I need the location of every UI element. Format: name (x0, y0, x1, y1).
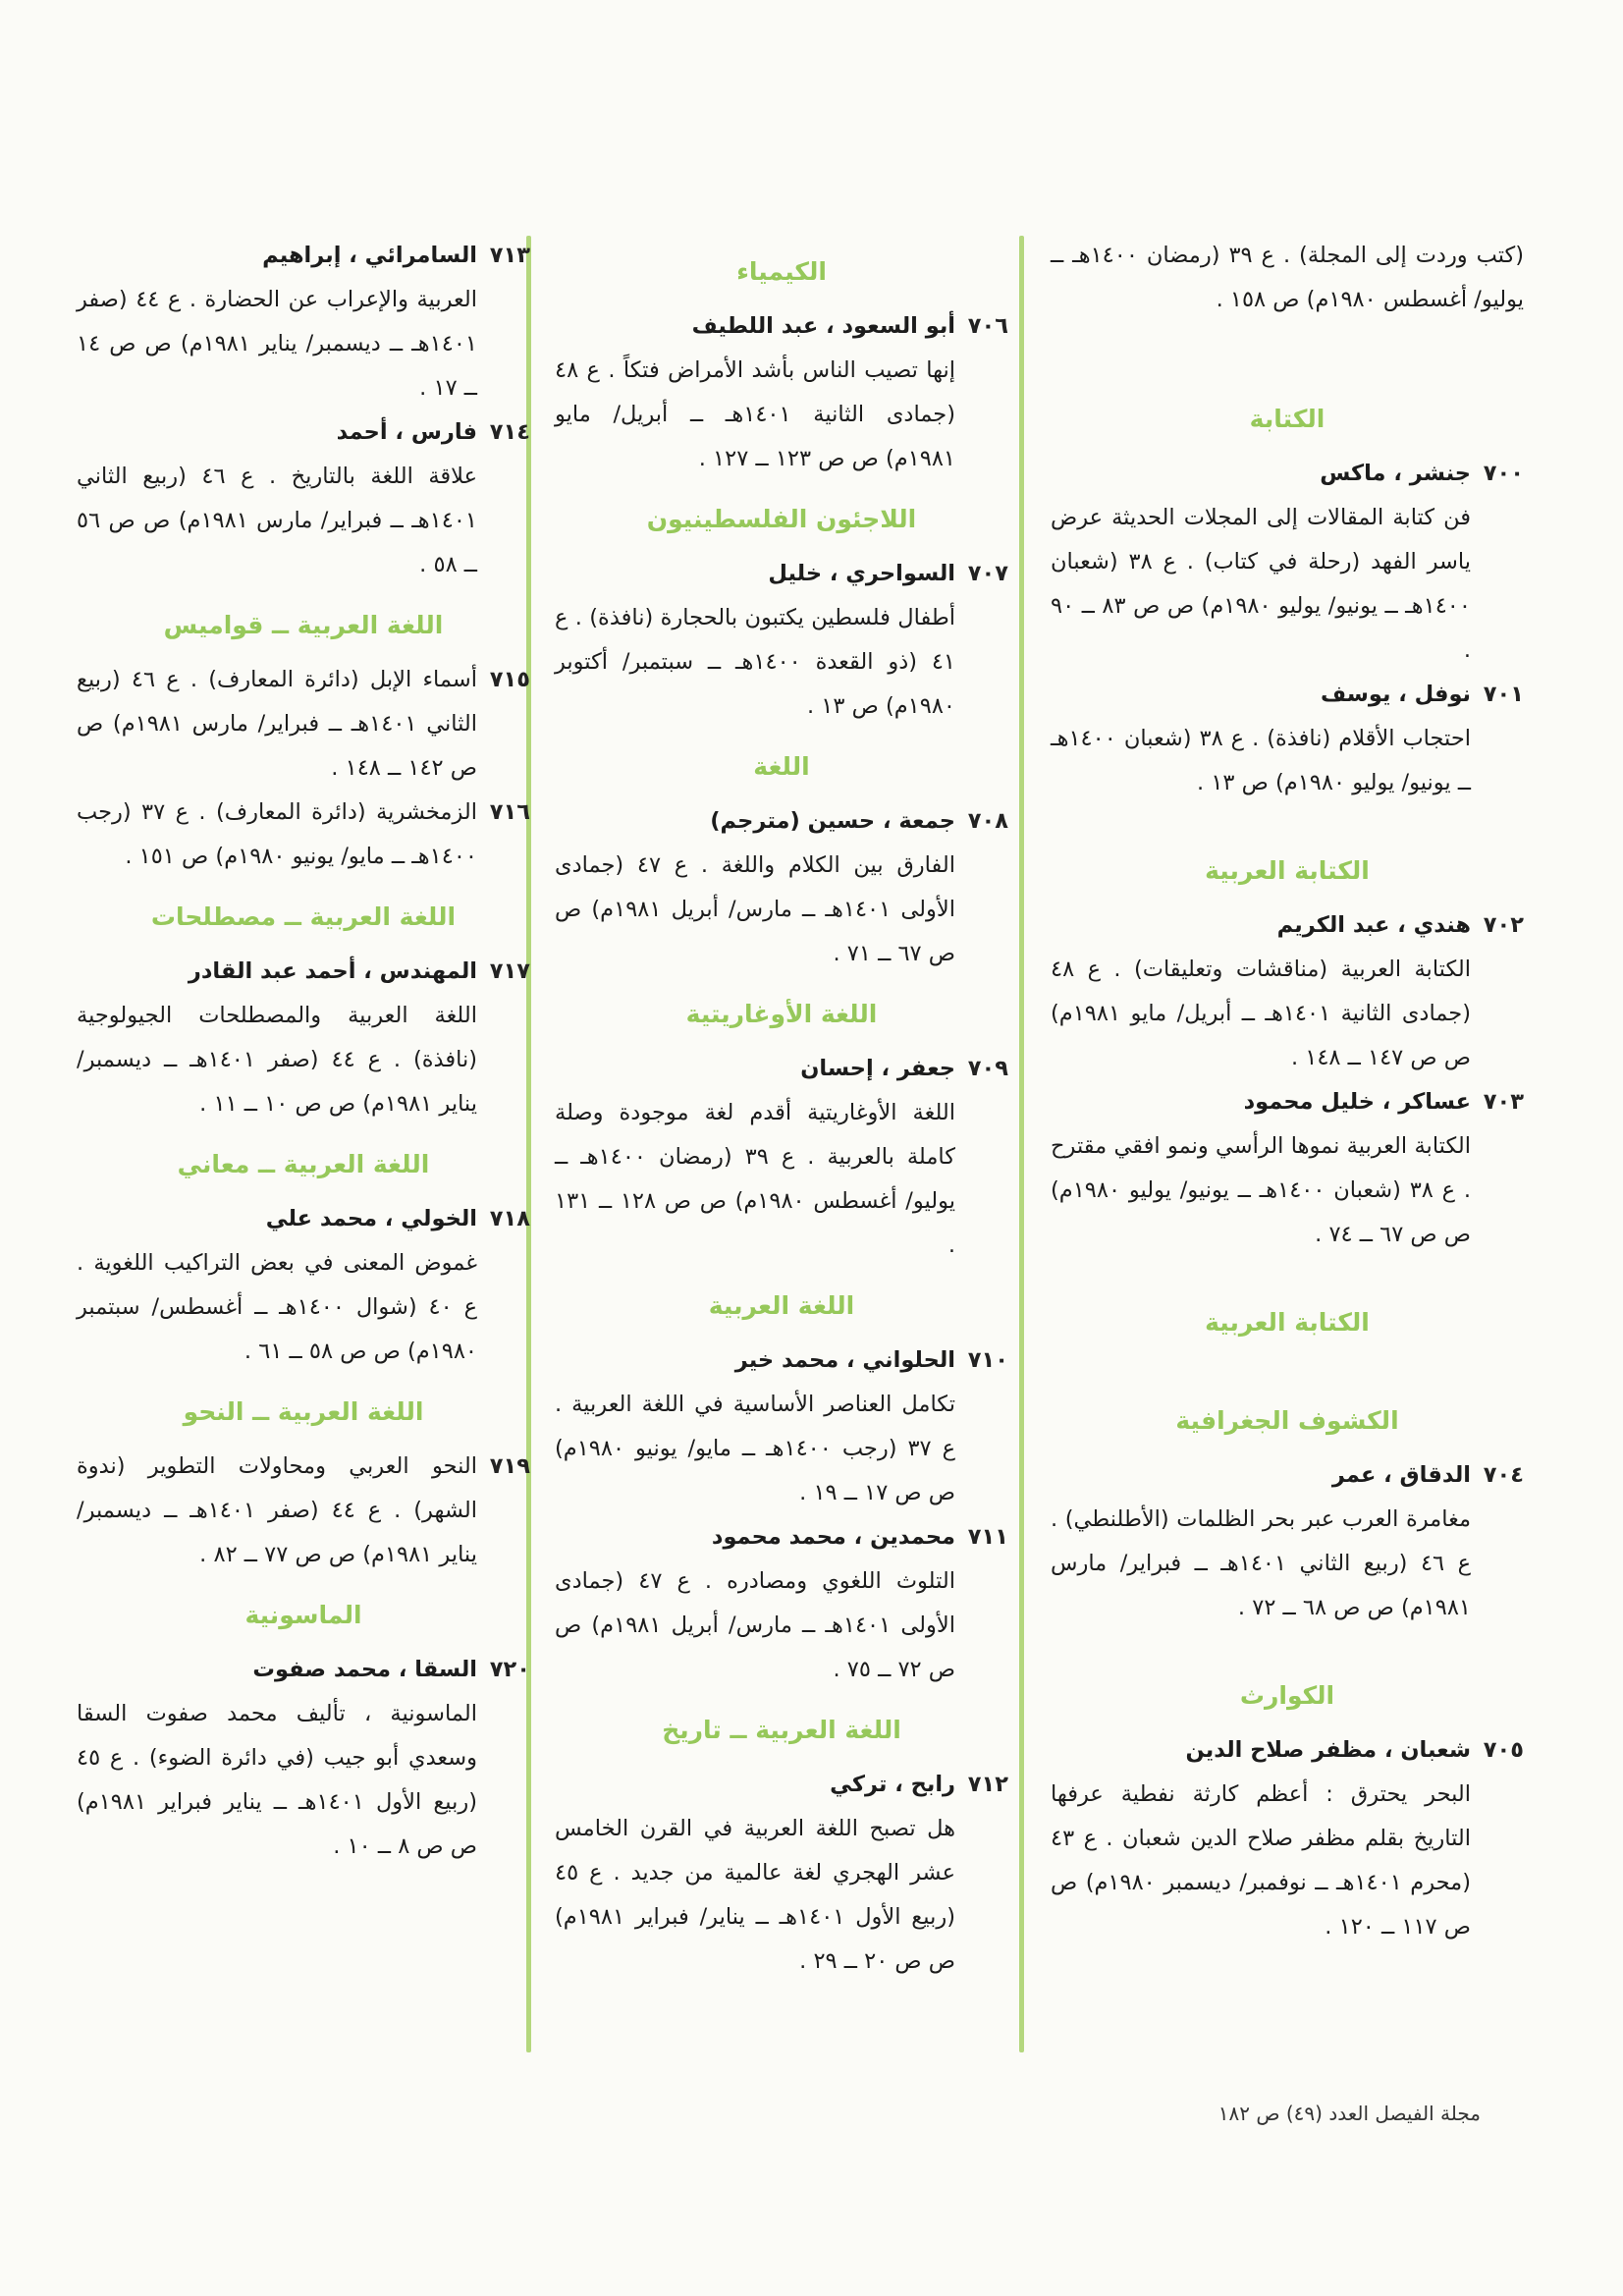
entry (555, 799, 1008, 976)
entry-author: جمعة ، حسين (مترجم) (710, 808, 955, 834)
entry-body: العربية والإعراب عن الحضارة . ع ٤٤ (صفر ١٤٠١هـ ــ ديسمبر/ يناير ١٩٨١م) ص ص ١٤ ــ ١٧ . (77, 287, 477, 401)
entry-author: هندي ، عبد الكريم (1276, 912, 1471, 938)
entry-body: مغامرة العرب عبر بحر الظلمات (الأطلنطي) . ع ٤٦ (ربيع الثاني ١٤٠١هـ ــ فبراير/ مارس ١٩٨١م) ص ص ٦٨ ــ ٧٢ . (1051, 1506, 1471, 1620)
entry-body: النحو العربي ومحاولات التطوير (ندوة الشهر) . ع ٤٤ (صفر ١٤٠١هـ ــ ديسمبر/ يناير ١٩٨١م) ص ص ٧٧ ــ ٨٢ . (77, 1453, 477, 1567)
entry-body: إنها تصيب الناس بأشد الأمراض فتكاً . ع ٤٨ (جمادى الثانية ١٤٠١هـ ــ أبريل/ مايو ١٩٨١م) ص ص ١٢٣ ــ ١٢٧ . (555, 357, 955, 471)
entry-body: غموض المعنى في بعض التراكيب اللغوية . ع ٤٠ (شوال ١٤٠٠هـ ــ أغسطس/ سبتمبر ١٩٨٠م) ص ص ٥٨ ــ ٦١ . (77, 1250, 477, 1364)
entry (1051, 1453, 1524, 1630)
entry-number: ٧٠٠ (1483, 461, 1524, 486)
entry-body: علاقة اللغة بالتاريخ . ع ٤٦ (ربيع الثاني ١٤٠١هـ ــ فبراير/ مارس ١٩٨١م) ص ص ٥٦ ــ ٥٨ . (77, 464, 478, 577)
entry (555, 1763, 1008, 1984)
entry-number: ٧١١ (967, 1524, 1008, 1550)
section-heading: اللاجئون الفلسطينيون (646, 505, 917, 533)
section-heading: اللغة العربية ــ مصطلحات (150, 902, 457, 931)
entry (555, 304, 1008, 481)
entry (77, 1445, 530, 1577)
entry-number: ٧٠١ (1483, 682, 1524, 707)
section-heading: الكشوف الجغرافية (1175, 1406, 1399, 1435)
section-heading: الكيمياء (736, 257, 827, 286)
entry (555, 1047, 1008, 1268)
entry (77, 658, 530, 791)
entry (1051, 673, 1524, 805)
entry-number: ٧٠٢ (1483, 912, 1524, 938)
section-heading: الكتابة (1249, 405, 1325, 433)
entry-author: جنشر ، ماكس (1320, 461, 1471, 486)
section-heading: الكتابة العربية (1205, 856, 1370, 885)
entry-body: فن كتابة المقالات إلى المجلات الحديثة عرض ياسر الفهد (رحلة في كتاب) . ع ٣٨ (شعبان ١٤٠٠هـ ــ يونيو/ يوليو ١٩٨٠م) ص ص ٨٣ ــ ٩٠ . (1051, 505, 1471, 663)
entry-body: الماسونية ، تأليف محمد صفوت السقا وسعدي أبو جيب (في دائرة الضوء) . ع ٤٥ (ربيع الأول ١٤٠١هـ ــ يناير فبراير ١٩٨١م) ص ص ٨ ــ ١٠ . (77, 1701, 477, 1859)
entry (1051, 1728, 1524, 1949)
entry (77, 1197, 530, 1374)
entry-number: ٧٠٩ (967, 1056, 1008, 1081)
entry-body: الكتابة العربية (مناقشات وتعليقات) . ع ٤٨ (جمادى الثانية ١٤٠١هـ ــ أبريل/ مايو ١٩٨١م) ص ص ١٤٧ ــ ١٤٨ . (1051, 957, 1471, 1070)
entry-body: اللغة الأوغاريتية أقدم لغة موجودة وصلة كاملة بالعربية . ع ٣٩ (رمضان ١٤٠٠هـ ــ يوليو/ أغسطس ١٩٨٠م) ص ص ١٢٨ ــ ١٣١ . (555, 1100, 955, 1258)
column-middle (555, 234, 1008, 1984)
column-rule (1019, 236, 1024, 2052)
entry-body: الزمخشرية (دائرة المعارف) . ع ٣٧ (رجب ١٤٠٠هـ ــ مايو/ يونيو ١٩٨٠م) ص ١٥١ . (77, 799, 477, 869)
entry-author: المهندس ، أحمد عبد القادر (188, 958, 477, 984)
section-heading: اللغة العربية ــ قواميس (163, 611, 444, 639)
entry-body: تكامل العناصر الأساسية في اللغة العربية . ع ٣٧ (رجب ١٤٠٠هـ ــ مايو/ يونيو ١٩٨٠م) ص ص ١٧ ــ ١٩ . (555, 1392, 956, 1505)
page-footer: مجلة الفيصل العدد (٤٩) ص ١٨٢ (1217, 2102, 1481, 2125)
section-heading: اللغة العربية (708, 1291, 855, 1320)
entry-author: عساكر ، خليل محمود (1243, 1089, 1471, 1115)
entry-body: الكتابة العربية نموها الرأسي ونمو افقي مقترح . ع ٣٨ (شعبان ١٤٠٠هـ ــ يونيو/ يوليو ١٩٨٠م) ص ص ٦٧ ــ ٧٤ . (1051, 1133, 1471, 1247)
entry (1051, 1080, 1524, 1257)
entry-body: البحر يحترق : أعظم كارثة نفطية عرفها التاريخ بقلم مظفر صلاح الدين شعبان . ع ٤٣ (محرم ١٤٠١هـ ــ نوفمبر/ ديسمبر ١٩٨٠م) ص ص ١١٧ ــ ١٢٠ . (1051, 1781, 1471, 1940)
entry-author: محمدين ، محمد محمود (711, 1524, 955, 1550)
section-heading: اللغة العربية ــ معاني (177, 1150, 430, 1178)
entry-body: أطفال فلسطين يكتبون بالحجارة (نافذة) . ع ٤١ (ذو القعدة ١٤٠٠هـ ــ سبتمبر/ أكتوبر ١٩٨٠م) ص ١٣ . (555, 605, 956, 719)
entry (555, 552, 1008, 729)
column-right (1051, 234, 1524, 1949)
continued-text: (كتب وردت إلى المجلة) . ع ٣٩ (رمضان ١٤٠٠هـ ــ يوليو/ أغسطس ١٩٨٠م) ص ١٥٨ . (1051, 243, 1524, 312)
entry-number: ٧١٥ (489, 667, 530, 692)
entry-author: السقا ، محمد صفوت (252, 1657, 477, 1682)
section-heading: اللغة العربية ــ تاريخ (662, 1716, 901, 1744)
section-heading: الكوارث (1239, 1681, 1335, 1710)
entry-number: ٧١٠ (967, 1347, 1008, 1373)
entry-author: شعبان ، مظفر صلاح الدين (1185, 1737, 1471, 1763)
section-heading: الكتابة العربية (1205, 1308, 1370, 1337)
entry-number: ٧٠٣ (1483, 1089, 1524, 1115)
entry-body: الفارق بين الكلام واللغة . ع ٤٧ (جمادى الأولى ١٤٠١هـ ــ مارس/ أبريل ١٩٨١م) ص ص ٦٧ ــ ٧١ . (555, 852, 955, 966)
section-heading: اللغة الأوغاريتية (685, 1000, 878, 1028)
entry (1051, 903, 1524, 1080)
entry-number: ٧١٤ (489, 419, 530, 445)
section-heading: اللغة العربية ــ النحو (183, 1397, 424, 1426)
entry (77, 1648, 530, 1869)
entry-number: ٧٠٧ (967, 561, 1008, 586)
entry-body: أسماء الإبل (دائرة المعارف) . ع ٤٦ (ربيع الثاني ١٤٠١هـ ــ فبراير/ مارس ١٩٨١م) ص ص ١٤٢ ــ ١٤٨ . (77, 667, 478, 781)
section-heading: اللغة (753, 752, 810, 781)
entry (77, 410, 530, 587)
entry-number: ٧١٧ (489, 958, 530, 984)
entry-author: السامرائي ، إبراهيم (262, 243, 477, 268)
entry (77, 950, 530, 1126)
entry-number: ٧١٦ (489, 799, 530, 825)
entry (1051, 452, 1524, 673)
entry-number: ٧٢٠ (489, 1657, 530, 1682)
entry-author: رابح ، تركي (830, 1772, 955, 1797)
entry-number: ٧٠٥ (1483, 1737, 1524, 1763)
entry-author: أبو السعود ، عبد اللطيف (691, 313, 955, 339)
entry-author: فارس ، أحمد (336, 419, 477, 445)
entry (77, 234, 530, 410)
entry-author: جعفر ، إحسان (800, 1056, 955, 1081)
entry-author: الخولي ، محمد علي (265, 1206, 477, 1231)
entry-author: نوفل ، يوسف (1320, 682, 1471, 707)
entry-body: اللغة العربية والمصطلحات الجيولوجية (نافذة) . ع ٤٤ (صفر ١٤٠١هـ ــ ديسمبر/ يناير ١٩٨١م) ص ص ١٠ ــ ١١ . (77, 1003, 478, 1117)
entry-author: الحلواني ، محمد خير (734, 1347, 955, 1373)
entry-number: ٧٠٨ (967, 808, 1008, 834)
entry (555, 1339, 1008, 1515)
entry-number: ٧٠٦ (967, 313, 1008, 339)
column-left (77, 234, 530, 1869)
entry-number: ٧١٩ (489, 1453, 530, 1479)
section-heading: الماسونية (244, 1601, 362, 1629)
entry-author: الدقاق ، عمر (1331, 1462, 1471, 1488)
entry (77, 791, 530, 879)
entry-number: ٧١٢ (967, 1772, 1008, 1797)
entry-body: التلوث اللغوي ومصادره . ع ٤٧ (جمادى الأولى ١٤٠١هـ ــ مارس/ أبريل ١٩٨١م) ص ص ٧٢ ــ ٧٥ . (555, 1568, 955, 1682)
entry (555, 1515, 1008, 1692)
entry-author: السواحري ، خليل (768, 561, 955, 586)
entry-number: ٧١٣ (489, 243, 530, 268)
entry-body: احتجاب الأقلام (نافذة) . ع ٣٨ (شعبان ١٤٠٠هـ ــ يونيو/ يوليو ١٩٨٠م) ص ١٣ . (1051, 726, 1471, 795)
entry-body: هل تصبح اللغة العربية في القرن الخامس عشر الهجري لغة عالمية من جديد . ع ٤٥ (ربيع الأول ١٤٠١هـ ــ يناير/ فبراير ١٩٨١م) ص ص ٢٠ ــ ٢٩ . (555, 1816, 955, 1974)
entry-number: ٧٠٤ (1483, 1462, 1524, 1488)
entry-number: ٧١٨ (489, 1206, 530, 1231)
